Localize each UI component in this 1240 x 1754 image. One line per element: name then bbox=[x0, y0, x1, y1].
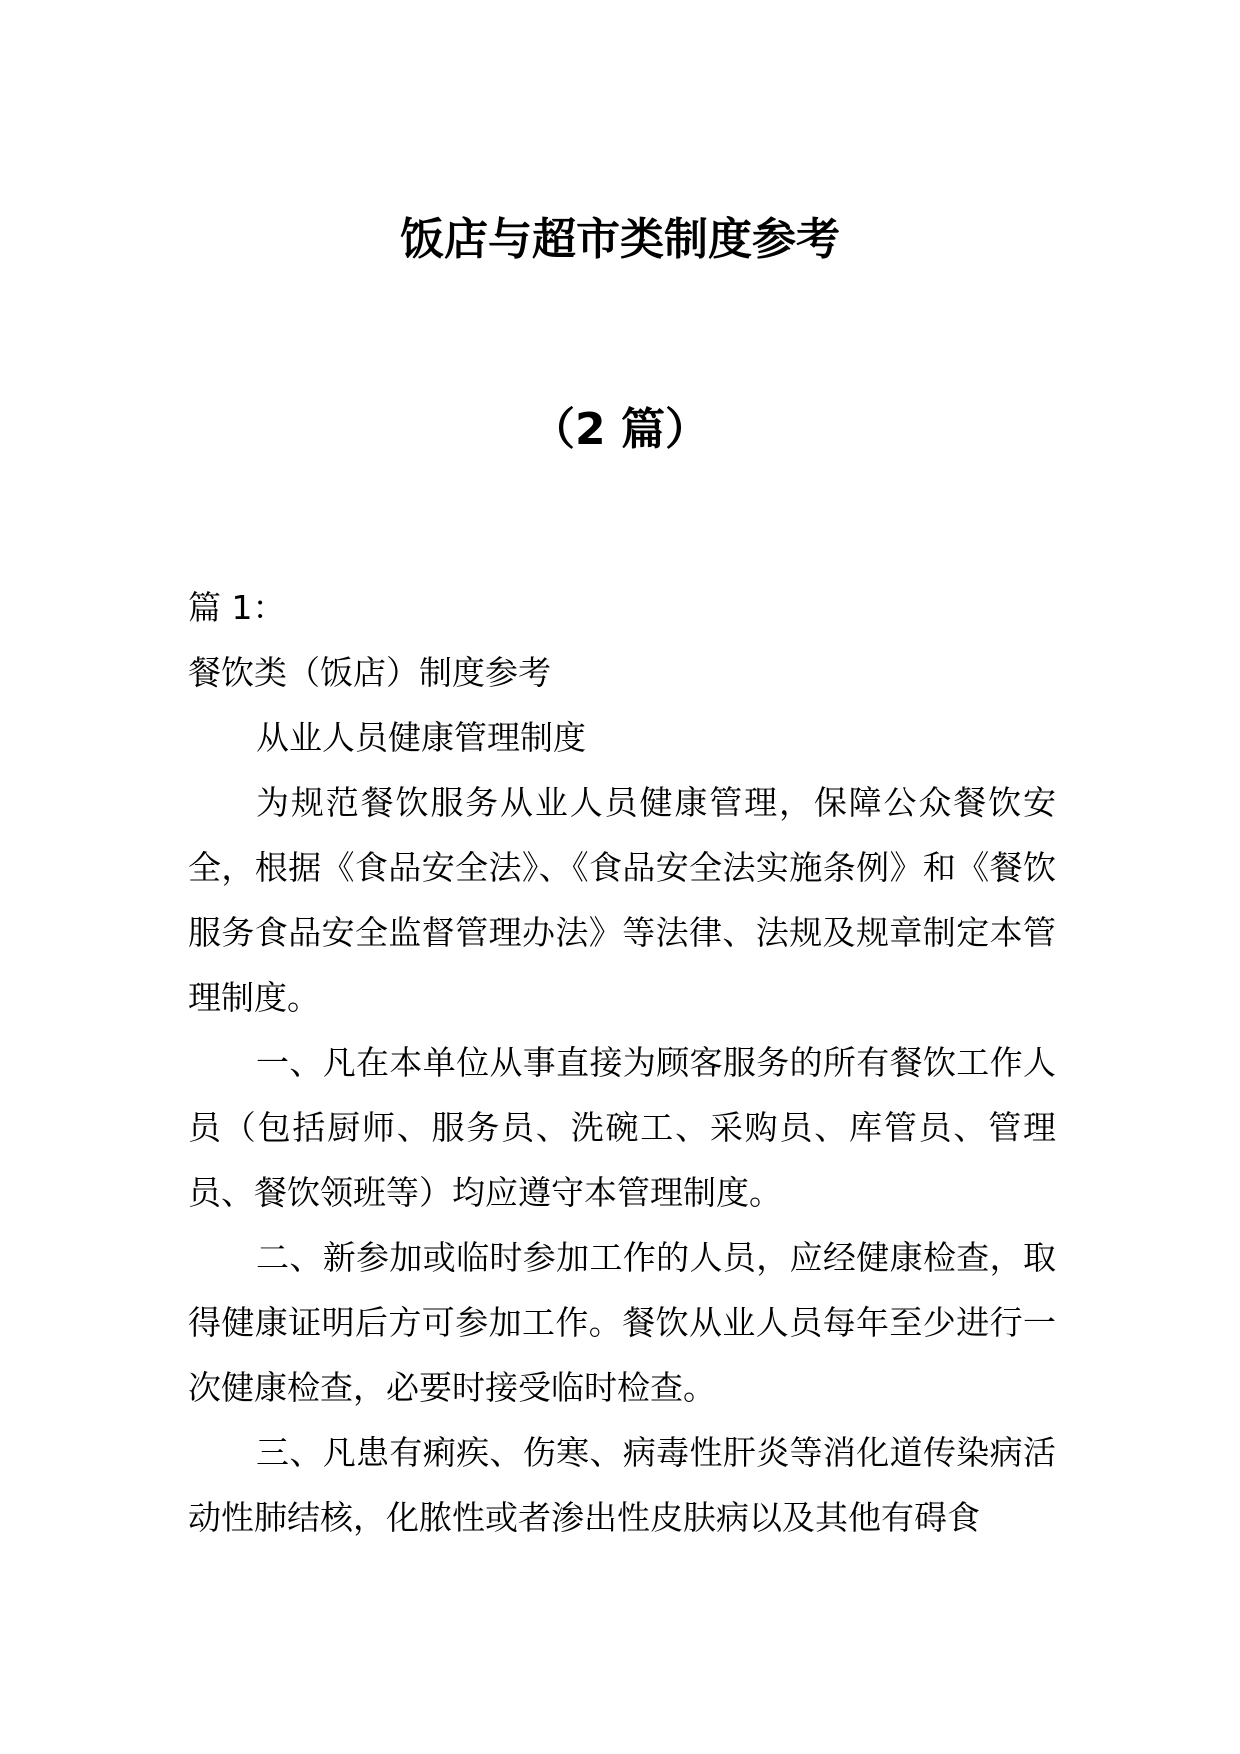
paragraph-3: 三、凡患有痢疾、伤寒、病毒性肝炎等消化道传染病活动性肺结核，化脓性或者渗出性皮肤病以及其他有碍食 bbox=[188, 1433, 1056, 1537]
section-label: 篇 1： bbox=[188, 588, 286, 627]
paragraph-2: 二、新参加或临时参加工作的人员，应经健康检查，取得健康证明后方可参加工作。餐饮从业人员每年至少进行一次健康检查，必要时接受临时检查。 bbox=[188, 1238, 1056, 1407]
document-body bbox=[188, 575, 1056, 1550]
document-subtitle: （2 篇） bbox=[531, 404, 709, 455]
document-title: 饭店与超市类制度参考 bbox=[400, 214, 840, 265]
rule-title: 从业人员健康管理制度 bbox=[256, 718, 586, 757]
section-heading: 餐饮类（饭店）制度参考 bbox=[188, 653, 551, 692]
paragraph-intro: 为规范餐饮服务从业人员健康管理，保障公众餐饮安全，根据《食品安全法》、《食品安全法实施条例》和《餐饮服务食品安全监督管理办法》等法律、法规及规章制定本管理制度。 bbox=[188, 783, 1056, 1017]
paragraph-1: 一、凡在本单位从事直接为顾客服务的所有餐饮工作人员（包括厨师、服务员、洗碗工、采购员、库管员、管理员、餐饮领班等）均应遵守本管理制度。 bbox=[188, 1043, 1056, 1212]
